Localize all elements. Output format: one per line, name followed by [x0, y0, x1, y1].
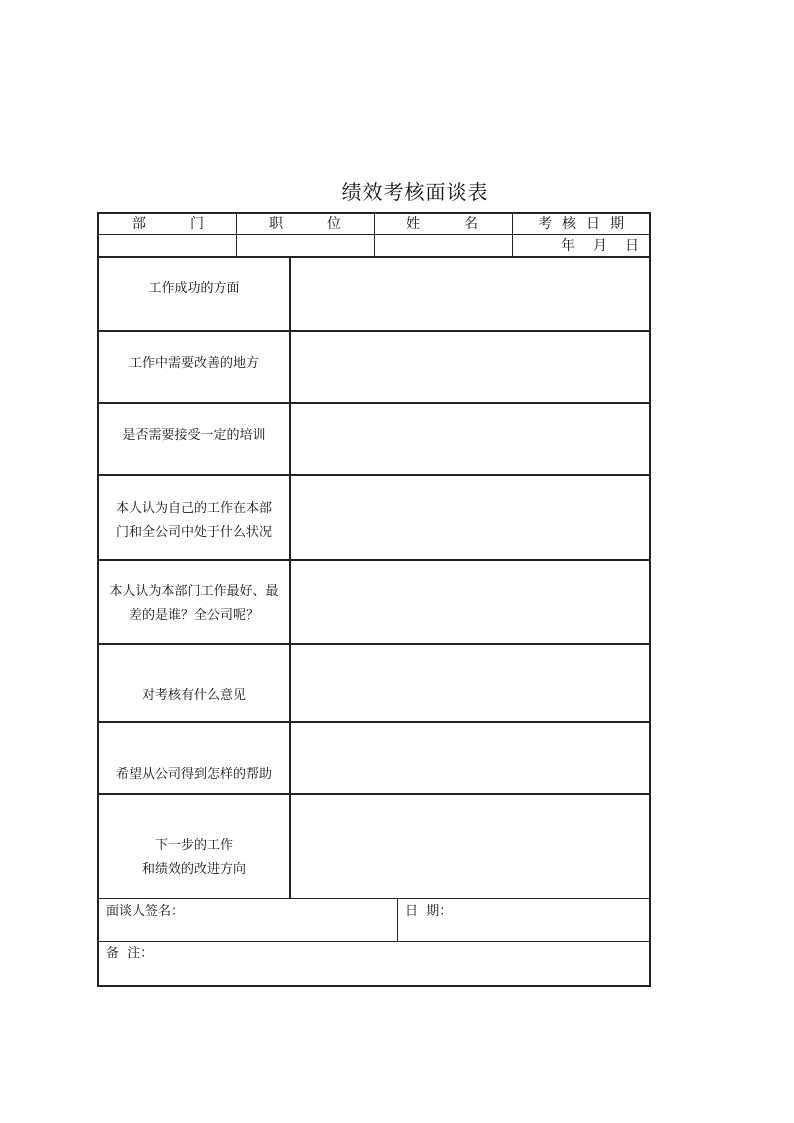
footer-row-divider — [98, 941, 650, 942]
question-label-company-help — [99, 763, 289, 787]
question-label-review-feedback — [99, 684, 289, 708]
question-label-success-areas — [99, 277, 289, 301]
year-label: 年 — [561, 238, 575, 254]
answer-area-improvement-areas[interactable] — [292, 333, 649, 401]
name-char-1: 姓 — [406, 216, 420, 232]
interviewer-signature-label: 面谈人签名： — [106, 904, 185, 919]
answer-area-next-steps[interactable] — [292, 796, 649, 897]
answer-area-training-needs[interactable] — [292, 405, 649, 473]
month-label: 月 — [593, 238, 607, 254]
position-header — [269, 213, 341, 235]
department-char-2: 门 — [190, 216, 204, 232]
answer-area-self-assessment[interactable] — [292, 477, 649, 558]
position-field[interactable] — [237, 235, 373, 256]
name-field[interactable] — [375, 235, 511, 256]
question-label-line: 门和全公司中处于什么状况 — [115, 525, 272, 540]
question-label-self-assessment — [99, 497, 289, 545]
date-label: 日 期： — [405, 904, 453, 919]
answer-area-review-feedback[interactable] — [292, 646, 649, 720]
question-row-divider-4 — [98, 559, 650, 561]
department-char-1: 部 — [132, 216, 146, 232]
question-label-training-needs — [99, 424, 289, 448]
questions-bottom-border — [98, 898, 650, 899]
name-char-2: 名 — [464, 216, 478, 232]
question-row-divider-3 — [98, 474, 650, 476]
question-row-divider-7 — [98, 793, 650, 795]
review-date-char-3: 日 — [586, 216, 600, 232]
question-label-line: 下一步的工作 — [154, 838, 233, 853]
remarks-label: 备 注： — [106, 946, 154, 961]
header-col-divider-3 — [512, 213, 513, 257]
question-row-divider-2 — [98, 402, 650, 404]
question-label-line: 工作中需要改善的地方 — [128, 356, 259, 371]
question-label-line: 希望从公司得到怎样的帮助 — [115, 767, 272, 782]
question-label-line: 本人认为本部门工作最好、最 — [109, 584, 279, 599]
review-date-char-1: 考 — [538, 216, 552, 232]
department-header — [132, 213, 204, 235]
question-label-best-worst — [99, 580, 289, 628]
answer-area-best-worst[interactable] — [292, 562, 649, 642]
question-row-divider-1 — [98, 330, 650, 332]
name-header — [406, 213, 478, 235]
review-date-header — [538, 213, 624, 235]
review-date-char-2: 核 — [562, 216, 576, 232]
interviewer-signature-field[interactable] — [186, 900, 394, 940]
question-label-improvement-areas — [99, 352, 289, 376]
answer-area-company-help[interactable] — [292, 724, 649, 792]
position-char-2: 位 — [327, 216, 341, 232]
question-label-line: 和绩效的改进方向 — [141, 862, 246, 877]
question-row-divider-5 — [98, 643, 650, 645]
position-char-1: 职 — [269, 216, 283, 232]
footer-col-divider — [397, 899, 398, 941]
question-col-divider — [289, 257, 291, 899]
department-field[interactable] — [99, 235, 235, 256]
question-label-next-steps — [99, 834, 289, 882]
date-field[interactable] — [455, 900, 647, 940]
question-label-line: 工作成功的方面 — [148, 281, 240, 296]
remarks-field[interactable] — [160, 943, 647, 985]
day-label: 日 — [625, 238, 639, 254]
answer-area-success-areas[interactable] — [292, 258, 649, 329]
question-label-line: 本人认为自己的工作在本部 — [115, 501, 272, 516]
review-date-char-4: 期 — [610, 216, 624, 232]
form-title: 绩效考核面谈表 — [341, 180, 489, 204]
question-row-divider-6 — [98, 721, 650, 723]
question-label-line: 是否需要接受一定的培训 — [122, 428, 266, 443]
question-label-line: 对考核有什么意见 — [141, 688, 246, 703]
question-label-line: 差的是谁？全公司呢？ — [128, 608, 259, 623]
review-date-field[interactable] — [561, 235, 639, 257]
